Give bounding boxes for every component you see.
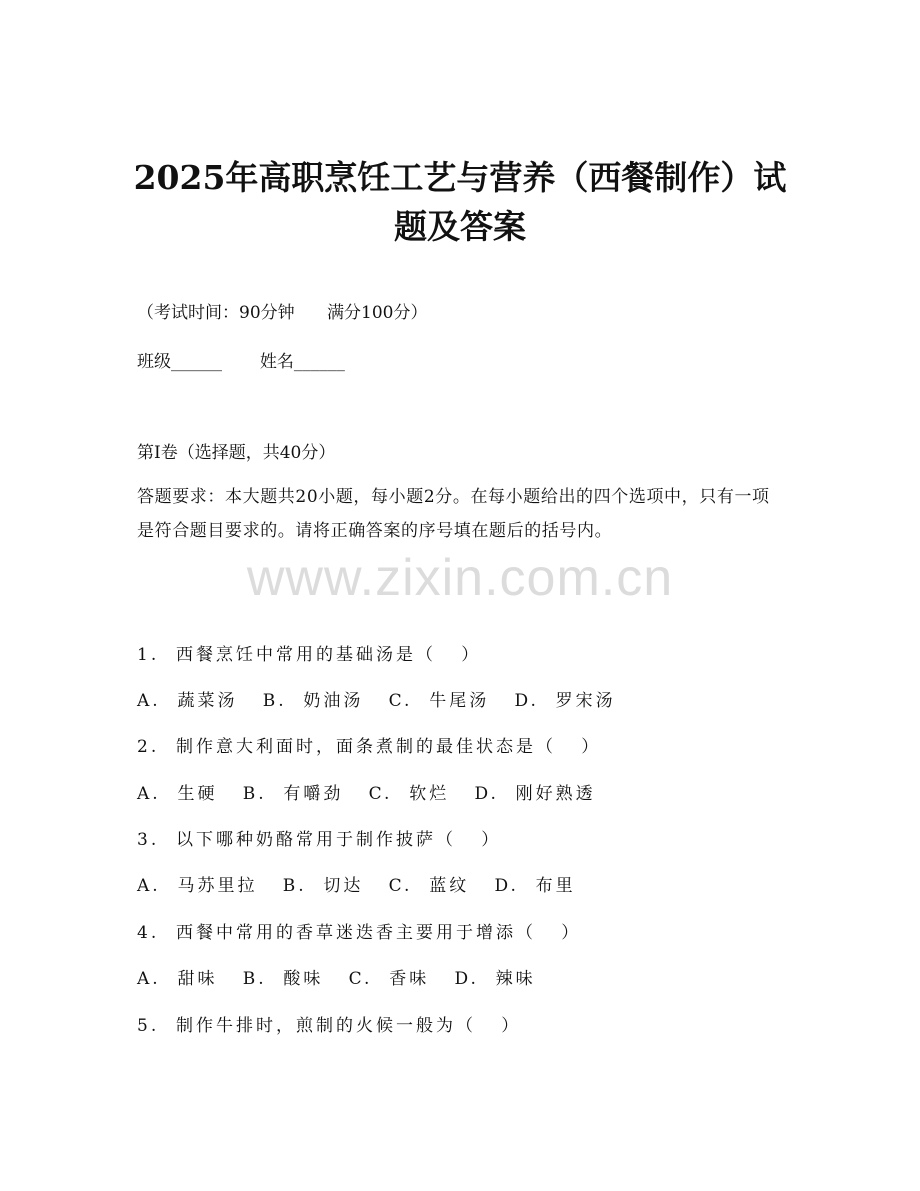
document-title-line-1: 2025年高职烹饪工艺与营养（西餐制作）试 xyxy=(133,158,787,197)
exam-info: （考试时间：90分钟 满分100分） xyxy=(137,303,428,323)
question-1-options: A. 蔬菜汤 B. 奶油汤 C. 牛尾汤 D. 罗宋汤 xyxy=(137,691,616,711)
question-3-stem: 3. 以下哪种奶酪常用于制作披萨（ ） xyxy=(137,830,502,850)
question-2-options: A. 生硬 B. 有嚼劲 C. 软烂 D. 刚好熟透 xyxy=(137,784,596,804)
question-4-stem: 4. 西餐中常用的香草迷迭香主要用于增添（ ） xyxy=(137,923,582,943)
instructions: 答题要求：本大题共20小题，每小题2分。在每小题给出的四个选项中，只有一项是符合题目要求的。请将正确答案的序号填在题后的括号内。 xyxy=(137,487,770,541)
watermark: www.zixin.com.cn xyxy=(246,549,674,607)
section-heading: 第Ⅰ卷（选择题，共40分） xyxy=(137,443,336,463)
question-4-options: A. 甜味 B. 酸味 C. 香味 D. 辣味 xyxy=(137,969,536,989)
question-3-options: A. 马苏里拉 B. 切达 C. 蓝纹 D. 布里 xyxy=(137,876,576,896)
question-2-stem: 2. 制作意大利面时，面条煮制的最佳状态是（ ） xyxy=(137,737,602,757)
student-info: 班级______ 姓名______ xyxy=(137,352,345,372)
document-title-line-2: 题及答案 xyxy=(394,207,526,246)
question-1-stem: 1. 西餐烹饪中常用的基础汤是（ ） xyxy=(137,645,482,665)
question-5-stem: 5. 制作牛排时，煎制的火候一般为（ ） xyxy=(137,1016,522,1036)
